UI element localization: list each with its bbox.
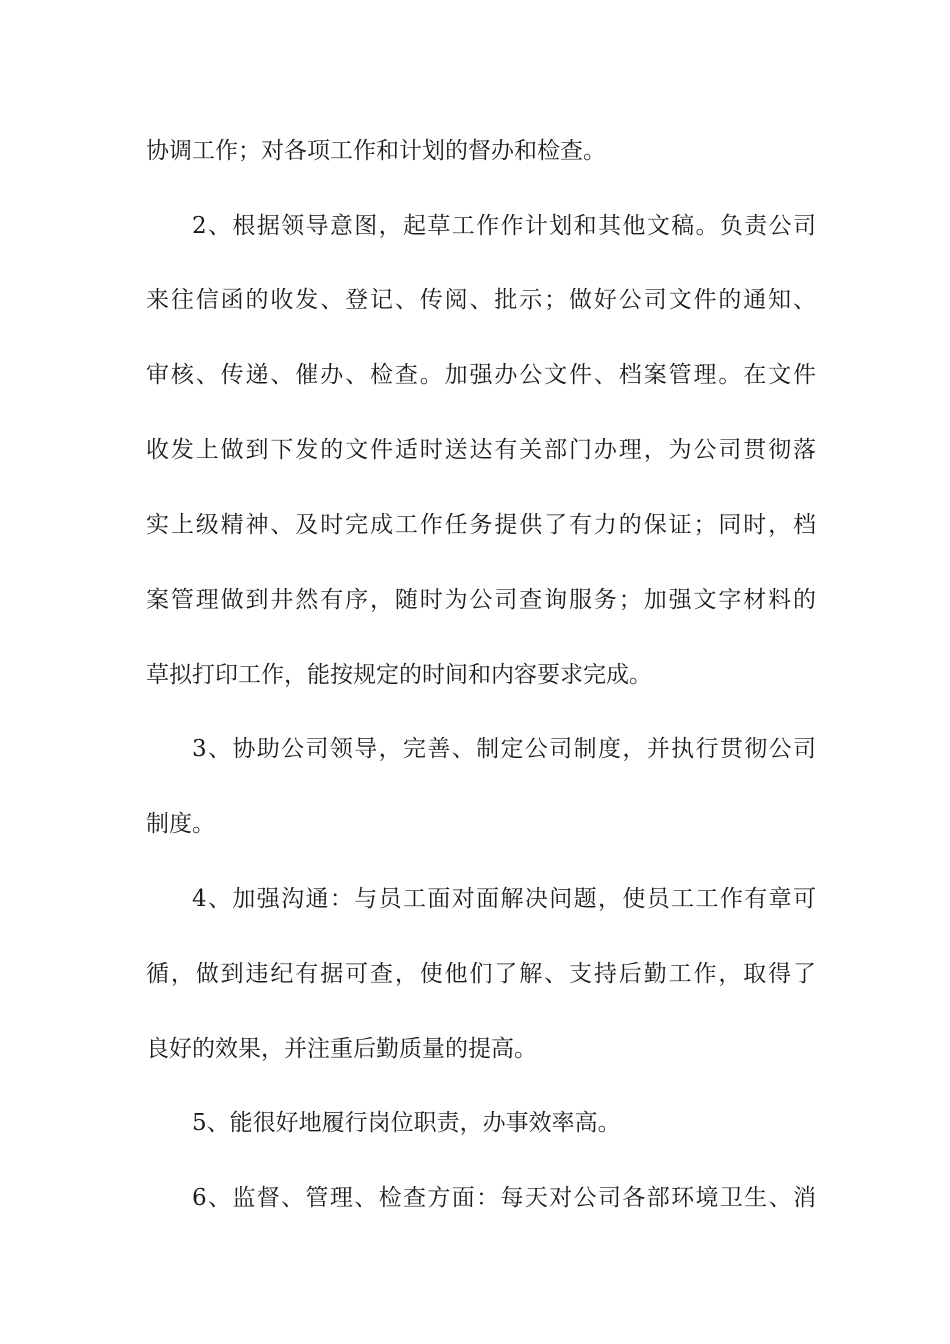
text-line-4: 审核、传递、催办、检查。加强办公文件、档案管理。在文件 <box>146 362 816 388</box>
text-line-5: 收发上做到下发的文件适时送达有关部门办理，为公司贯彻落 <box>146 437 816 463</box>
text-line-3: 来往信函的收发、登记、传阅、批示；做好公司文件的通知、 <box>146 287 816 313</box>
text-line-15: 6、监督、管理、检查方面：每天对公司各部环境卫生、消 <box>192 1185 816 1211</box>
text-line-13: 良好的效果，并注重后勤质量的提高。 <box>146 1036 537 1062</box>
text-line-12: 循，做到违纪有据可查，使他们了解、支持后勤工作，取得了 <box>146 961 816 987</box>
text-line-10: 制度。 <box>146 811 215 837</box>
text-line-1: 协调工作；对各项工作和计划的督办和检查。 <box>146 138 606 164</box>
text-line-2: 2、根据领导意图，起草工作作计划和其他文稿。负责公司 <box>192 213 816 239</box>
text-line-8: 草拟打印工作，能按规定的时间和内容要求完成。 <box>146 662 652 688</box>
text-line-14: 5、能很好地履行岗位职责，办事效率高。 <box>192 1110 621 1136</box>
text-line-6: 实上级精神、及时完成工作任务提供了有力的保证；同时，档 <box>146 512 816 538</box>
text-line-7: 案管理做到井然有序，随时为公司查询服务；加强文字材料的 <box>146 587 816 613</box>
text-line-11: 4、加强沟通：与员工面对面解决问题，使员工工作有章可 <box>192 886 816 912</box>
text-line-9: 3、协助公司领导，完善、制定公司制度，并执行贯彻公司 <box>192 736 816 762</box>
